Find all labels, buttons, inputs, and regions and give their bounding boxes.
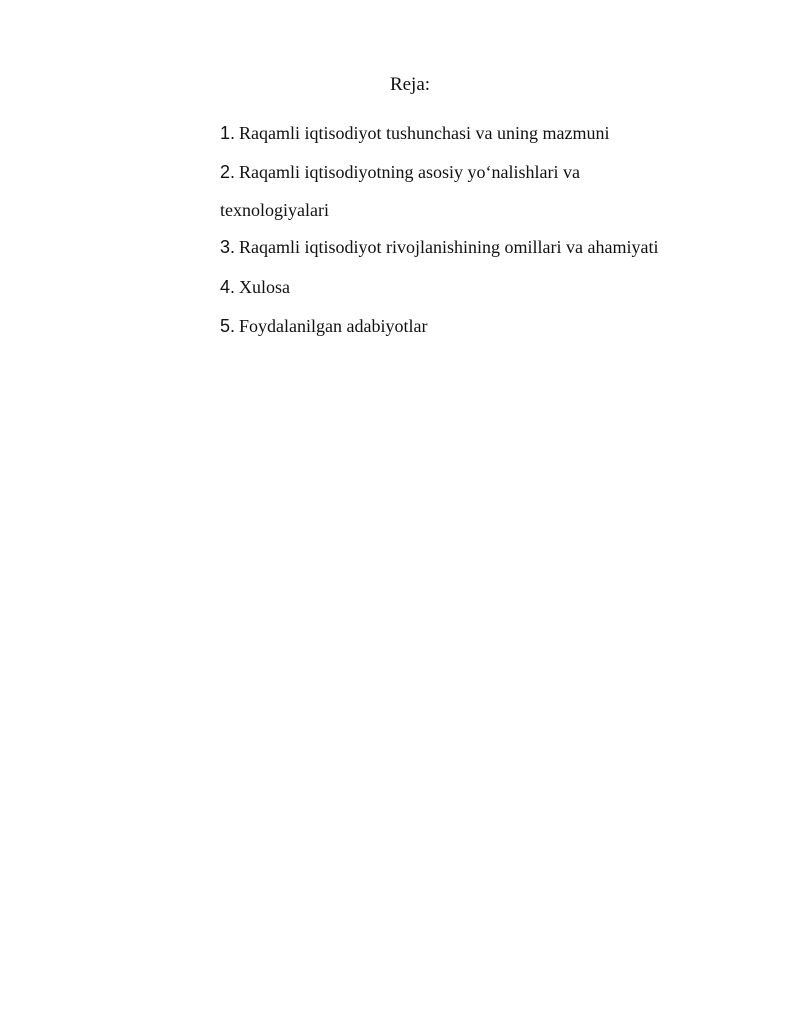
item-number: 5. xyxy=(220,316,236,336)
item-number: 2. xyxy=(220,162,236,182)
plan-item-3 xyxy=(220,228,680,266)
item-number: 3. xyxy=(220,237,236,257)
plan-item-5 xyxy=(220,307,680,345)
item-number: 4. xyxy=(220,277,236,297)
plan-item-1 xyxy=(220,114,680,152)
item-text: Xulosa xyxy=(239,277,291,297)
item-text: Raqamli iqtisodiyot tushunchasi va uning mazmuni xyxy=(239,123,610,143)
item-number: 1. xyxy=(220,123,236,143)
plan-item-4 xyxy=(220,268,680,306)
page-title: Reja: xyxy=(389,74,431,95)
item-text: Foydalanilgan adabiyotlar xyxy=(239,316,428,336)
item-text: Raqamli iqtisodiyotning asosiy yo‘nalishlari va texnologiyalari xyxy=(220,162,580,220)
item-text: Raqamli iqtisodiyot rivojlanishining omillari va ahamiyati xyxy=(239,237,659,257)
plan-item-2 xyxy=(220,153,660,229)
